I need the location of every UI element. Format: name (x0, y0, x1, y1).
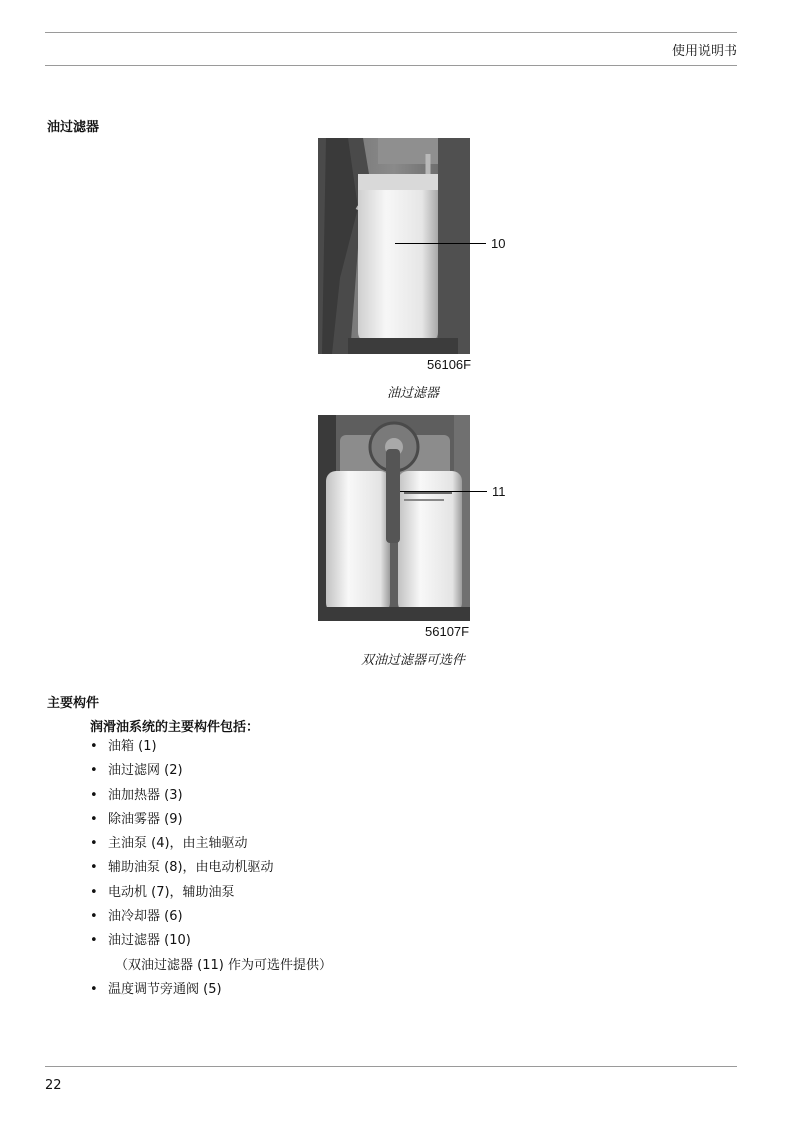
header-bottom-rule (45, 65, 737, 66)
list-item (90, 858, 332, 882)
list-item-note (90, 956, 332, 980)
figure-id-56106F: 56106F (427, 357, 472, 372)
components-intro: 润滑油系统的主要构件包括： (90, 720, 260, 735)
list-item-text: 油箱 (1) (108, 739, 157, 754)
figure-caption-oil-filter: 油过滤器 (386, 386, 439, 401)
list-item (90, 737, 332, 761)
list-item (90, 980, 332, 1004)
list-note-text: （双油过滤器 (11) 作为可选件提供） (115, 957, 332, 973)
list-item-text: 主油泵 (4)，由主轴驱动 (108, 836, 248, 852)
list-item (90, 810, 332, 834)
list-item-text: 温度调节旁通阀 (5) (108, 981, 222, 997)
list-item-text: 辅助油泵 (8)，由电动机驱动 (108, 860, 274, 876)
page-number: 22 (45, 1078, 62, 1093)
components-list (90, 737, 332, 1004)
list-item (90, 761, 332, 785)
bullet: • (90, 909, 98, 925)
bullet: • (90, 811, 98, 827)
bullet: • (90, 860, 98, 876)
header-top-rule (45, 32, 737, 33)
bullet: • (90, 981, 98, 997)
bullet: • (90, 739, 98, 754)
bullet: • (90, 763, 98, 779)
list-item-text: 油过滤网 (2) (108, 763, 183, 779)
list-item (90, 907, 332, 931)
figure-id-56107F: 56107F (425, 624, 470, 639)
list-item-text: 电动机 (7)，辅助油泵 (108, 884, 235, 900)
bullet: • (90, 884, 98, 900)
bullet: • (90, 836, 98, 852)
list-item (90, 786, 332, 810)
oil-filter-photo (318, 138, 470, 354)
list-item-text: 油冷却器 (6) (108, 909, 183, 925)
header-title: 使用说明书 (671, 44, 737, 59)
callout-leader-11 (400, 491, 487, 492)
list-item-text: 油过滤器 (10) (108, 933, 191, 949)
figure-caption-dual-oil-filter: 双油过滤器可选件 (360, 653, 465, 668)
section-title-oil-filter: 油过滤器 (47, 120, 100, 135)
bullet: • (90, 787, 98, 803)
list-item (90, 883, 332, 907)
callout-leader-10 (395, 243, 486, 244)
callout-label-10: 10 (491, 236, 506, 251)
dual-oil-filter-photo (318, 415, 470, 621)
list-item (90, 931, 332, 955)
list-item-text: 除油雾器 (9) (108, 811, 183, 827)
callout-label-11: 11 (492, 484, 506, 499)
list-item-text: 油加热器 (3) (108, 787, 183, 803)
footer-rule (45, 1066, 737, 1067)
section-title-main-components: 主要构件 (47, 696, 100, 711)
bullet: • (90, 933, 98, 949)
list-item (90, 834, 332, 858)
